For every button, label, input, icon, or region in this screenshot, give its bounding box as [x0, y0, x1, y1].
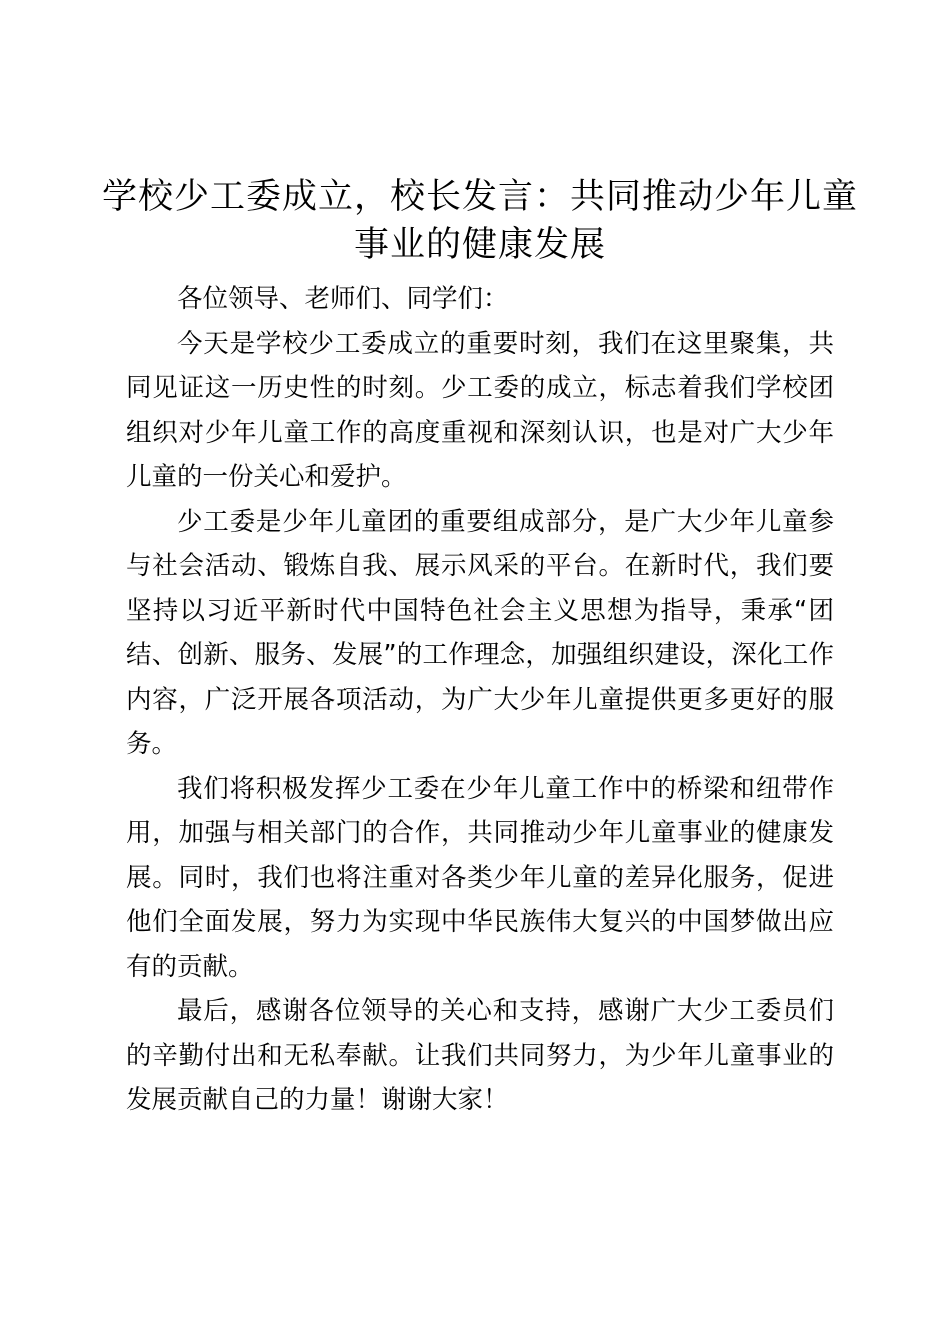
body-paragraph: 我们将积极发挥少工委在少年儿童工作中的桥梁和纽带作用，加强与相关部门的合作，共同推动少年儿童事业的健康发展。同时，我们也将注重对各类少年儿童的差异化服务，促进他们全面发展，努力为实现中华民族伟大复兴的中国梦做出应有的贡献。: [126, 773, 834, 982]
greeting-paragraph: 各位领导、老师们、同学们：: [177, 284, 509, 314]
document-body: [126, 277, 834, 1123]
document-title: 学校少工委成立，校长发言：共同推动少年儿童事业的健康发展: [101, 177, 858, 265]
body-paragraph: 最后，感谢各位领导的关心和支持，感谢广大少工委员们的辛勤付出和无私奉献。让我们共同努力，为少年儿童事业的发展贡献自己的力量！谢谢大家！: [126, 996, 834, 1115]
body-paragraph: 少工委是少年儿童团的重要组成部分，是广大少年儿童参与社会活动、锻炼自我、展示风采的平台。在新时代，我们要坚持以习近平新时代中国特色社会主义思想为指导，秉承“团结、创新、服务、发展”的工作理念，加强组织建设，深化工作内容，广泛开展各项活动，为广大少年儿童提供更多更好的服务。: [126, 506, 834, 759]
body-paragraph: 今天是学校少工委成立的重要时刻，我们在这里聚集，共同见证这一历史性的时刻。少工委的成立，标志着我们学校团组织对少年儿童工作的高度重视和深刻认识，也是对广大少年儿童的一份关心和爱护。: [126, 328, 834, 492]
